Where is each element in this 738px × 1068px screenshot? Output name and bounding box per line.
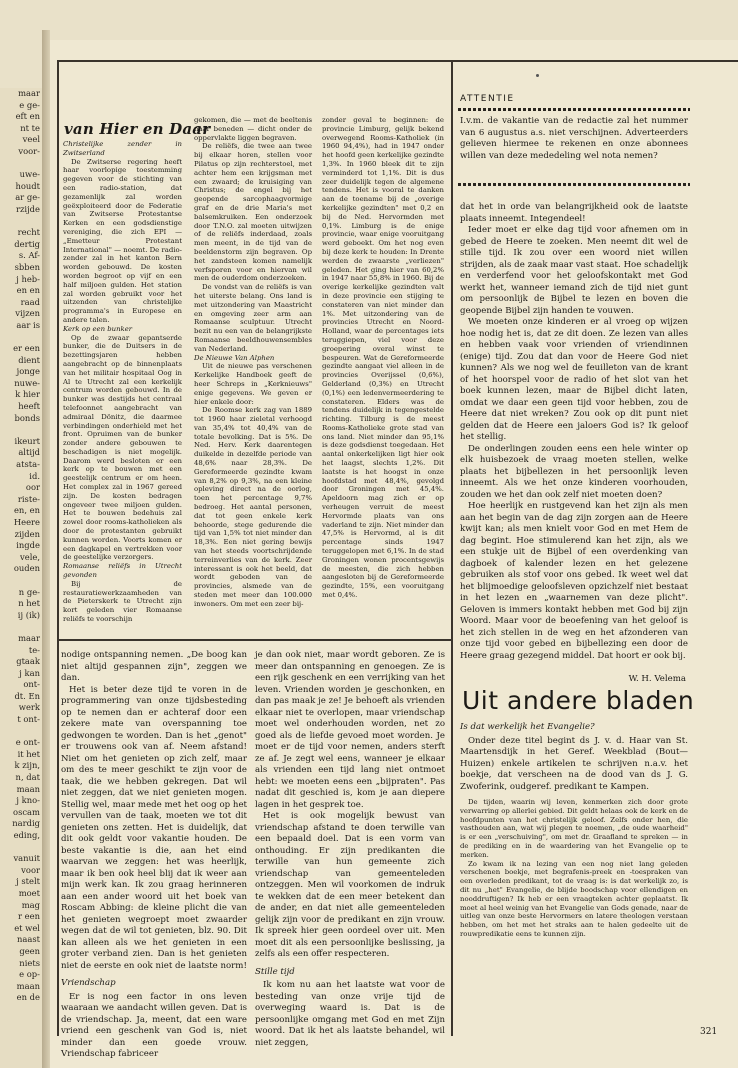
previous-page-line: j heb- <box>16 273 40 284</box>
previous-page-line: it het <box>17 748 40 759</box>
previous-page-line: maan <box>16 783 40 794</box>
attentie-bottom-border <box>458 183 690 186</box>
frame-right-rule <box>451 60 453 1036</box>
frame-top-rule <box>58 60 738 62</box>
van-hier-en-daar-column-2 <box>194 116 312 636</box>
previous-page-line: e ge- <box>19 99 40 110</box>
paragraph: De reliëfs, die twee aan twee bij elkaar horen, stellen voor Pilatus op zijn rechterstoel, met achter hem een krijgsman met een zwaard; de kruisiging van Christus; de engel bij het geopende sarcophaagvormige graf en de drie Maria's met balsemkruiken. Een onderzoek door T.N.O. zal moeten uitwijzen of de reliëfs inderdaad, zoals men meent, in de tijd van de beeldenstorm zijn begraven. Op het zandsteen komen namelijk verfsporen voor en hiervan wil men de ouderdom onderzoeken. <box>194 142 312 283</box>
previous-page-line: vijzen <box>15 308 40 319</box>
author-signature <box>460 674 686 686</box>
previous-page-line: niets <box>19 957 40 968</box>
previous-page-line: ij (ik) <box>17 609 40 620</box>
previous-page-line: id. <box>29 470 40 481</box>
previous-page-line: k zijn, <box>14 760 40 771</box>
previous-page-line: raad <box>20 296 40 307</box>
previous-page-line: maar <box>18 632 40 643</box>
uit-andere-bladen-subtitle: Is dat werkelijk het Evangelie? <box>460 722 595 732</box>
previous-page-line: eft en <box>15 111 40 122</box>
previous-page-line: oscam <box>13 806 40 817</box>
previous-page-line: vele, <box>20 551 40 562</box>
van-hier-en-daar-column-3 <box>322 116 444 636</box>
previous-page-line: dt. En <box>14 690 40 701</box>
previous-page-line: mag <box>21 899 40 910</box>
previous-page-line: j kno- <box>16 795 40 806</box>
previous-page-line: nt te <box>20 122 40 133</box>
previous-page-line: oor <box>25 482 40 493</box>
previous-page-line: naast <box>16 934 40 945</box>
previous-page-line: ouden <box>13 563 40 574</box>
attentie-heading: ATTENTIE <box>460 94 515 104</box>
previous-page-line: n het <box>18 598 40 609</box>
previous-page-line: ont- <box>23 679 40 690</box>
page-number: 321 <box>700 1027 718 1037</box>
paragraph: Op de zwaar gepantserde bunker, die de Duitsers in de bezettingsjaren hebben aangebracht op de binnenplaats van het militair hospitaal Oog in Al te Utrecht zal een kerkelijk centrum worden gebouwd. In de bunker was destijds het centraal telefoonnet aangebracht van admiraal Dönitz, die daarmee verbindingen onderhield met het front. Opruimen van de bunker zonder andere gebouwen te beschadigen is niet mogelijk. Daarom werd besloten er een kerk op te bouwen met een geestelijk centrum er om heen. Het complex zal in 1967 gereed zijn. De kosten bedragen ongeveer twee miljoen gulden. Het te bouwen bedehuis zal zowel door rooms-katholieken als door de protestanten gebruikt kunnen worden. Voorts komen er een dagkapel en vertrekken voor de geestelijke verzorgers. <box>63 333 182 562</box>
previous-page-line: nardig <box>12 818 40 829</box>
uit-andere-bladen-section <box>460 722 688 1022</box>
book-gutter <box>42 30 50 1068</box>
previous-page-line: nuwe- <box>14 377 40 388</box>
previous-page-line <box>0 621 42 633</box>
previous-page-line: te- <box>28 644 40 655</box>
previous-page-line: jonge <box>16 366 40 377</box>
paragraph: nodige ontspanning nemen. „De boog kan niet altijd gespannen zijn", zeggen we dan. <box>61 650 247 683</box>
previous-page-line: bonds <box>14 412 40 423</box>
previous-page-line: vanuit <box>13 853 40 864</box>
previous-page-line: dient <box>18 354 40 365</box>
van-hier-en-daar-column-1 <box>63 140 182 624</box>
section-subheading: Romaanse reliëfs in Utrecht gevonden <box>63 562 182 580</box>
previous-page-line: j kan <box>19 667 40 678</box>
previous-page-line: n, dat <box>15 772 40 783</box>
page-speck <box>536 74 539 77</box>
previous-page-line <box>0 575 42 587</box>
paragraph: dat het in orde van belangrijkheid ook de laatste plaats inneemt. Integendeel! <box>460 202 688 224</box>
attentie-notice <box>460 116 688 178</box>
previous-page-line: geen <box>19 945 40 956</box>
previous-page-line <box>0 331 42 343</box>
previous-page-edge <box>0 88 42 1068</box>
previous-page-line <box>0 424 42 436</box>
paragraph: Het is ook mogelijk bewust van vriendschap afstand te doen terwille van een bepaald doel. Dat is een vorm van onthouding. Er zijn predikanten die terwille van hun gemeente zich vriendschap van gemeenteleden ontzeggen. Men wil voorkomen de indruk te wekken dat de een meer betekent dan de ander, en dat niet alle gemeenteleden gelijk zijn voor de predikant en zijn vrouw. Ik spreek hier geen oordeel over uit. Men moet dit als een persoonlijke beslissing, ja zelfs als een offer respecteren. <box>255 811 445 959</box>
van-hier-en-daar-heading: van Hier en Daar <box>64 120 211 138</box>
previous-page-line: aar is <box>16 319 40 330</box>
quoted-paragraph-2: Zo kwam ik na lezing van een nog niet lang geleden verschenen boekje, met begrafenis-preek en -toespraken van een overleden predikant, tot de vraag is: is dat werkelijk zo, is dit nu „het" Evangelie, de blijde boodschap voor ellendigen en nooddruftigen? Ik heb er een vraagteken achter geplaatst. Ik moet al heel weinig van het Evangelie van Gods genade, naar de uitleg van onze beste Hervormers en latere theologen verstaan hebben, om het met het straks aan te halen gedeelte uit de rouwpredikatie eens te kunnen zijn. <box>460 859 688 938</box>
previous-page-line: veel <box>22 134 40 145</box>
section-subheading: De Nieuwe Van Alphen <box>194 353 275 362</box>
article-column-right <box>460 202 688 672</box>
previous-page-line: atsta- <box>16 459 40 469</box>
paragraph: De Roomse kerk zag van 1889 tot 1960 haar zieletal verhoogd van 35,4% tot 40,4% van de totale bevolking. Dat is 5%. De Ned. Herv. Kerk daarentegen duikelde in dezelfde periode van 48,6% naar 28,3%. De Gereformeerde gezindte kwam van 8,2% op 9,3%, na een kleine opleving direct na de oorlog, toen het percentage 9,7% bedroeg. Het aantal personen, dat tot geen enkele kerk behoorde, stege gedurende die tijd van 1,5% tot niet minder dan 18,3%. Een niet gering bewijs van het steeds voortschrijdende terreinverlies van de kerk. Zeer interessant is ook het beeld, dat wordt geboden van de provincies, alsmede van de steden met meer dan 100.000 inwoners. Om met een zeer bij- <box>194 406 312 608</box>
frame-middle-rule <box>58 639 451 641</box>
attentie-text: I.v.m. de vakantie van de redactie zal het nummer van 6 augustus a.s. niet verschijnen. Adverteerders gelieven hiermee te rekenen en onze abonnees willen van deze mededeling wel nota nemen? <box>460 116 688 161</box>
previous-page-line <box>0 842 42 854</box>
previous-page-line: altijd <box>18 447 40 458</box>
previous-page-line: ikeurt <box>14 435 40 446</box>
previous-page-line: k hier <box>15 389 40 400</box>
previous-page-line: eding, <box>13 830 40 840</box>
previous-page-line <box>0 216 42 228</box>
previous-page-line: moet <box>18 887 40 898</box>
previous-page-line: dertig <box>14 238 40 249</box>
paragraph: Hoe heerlijk en rustgevend kan het zijn als men aan het begin van de dag zijn zorgen aan de Heere kwijt kan; als men knielt voor God en met Hem de dag begint. Hoe stimulerend kan het zijn, als we een stukje uit de Bijbel of een overdenking van dagboek of kalender lezen en het gelezene gebruiken als stof voor ons gebed. Ik weet wel dat het blijmoedige geloofsleven opzichzelf niet bestaat in het lezen en „waarnemen van deze plicht". Geloven is immers kontakt hebben met God bij zijn Woord. Maar voor de beoefening van het geloof is het zich stellen in de weg en het afzonderen van onze tijd voor gebed en bijbellezing een door de Heere graag gezegend middel. Dat hoort er ook bij. <box>460 501 688 661</box>
paragraph: Uit de nieuwe pas verschenen Kerkelijke Handboek geeft de heer Schreps in „Kerknieuws" enige gegevens. We geven er hier enkele door: <box>194 362 312 406</box>
paragraph: We moeten onze kinderen er al vroeg op wijzen hoe nodig het is, dat ze dit doen. Ze lezen van alles en hebben vaak voor vrienden of vriendinnen (enige) tijd. Zou dat dan voor de Heere God niet kunnen? Als we nog wel de feuilleton van de krant of het hoorspel voor de radio of het slot van het boek kunnen lezen, maar de Bijbel dicht laten, omdat we daar een geen tijd voor hebben, zou de Heere dat niet wreken? Zou ook op dit punt niet gelden dat de Heere een jaloers God is? Ik geloof het stellig. <box>460 317 688 442</box>
section-subheading: Stille tijd <box>255 966 295 977</box>
paragraph: De onderlingen zouden eens een hele winter op elk huisbezoek de vraag moeten stellen, welke plaats het bijbellezen in het persoonlijk leven inneemt. Als we het onze kinderen voorhouden, zouden we het dan ook zelf niet moeten doen? <box>460 443 688 500</box>
previous-page-line: uwe- <box>19 169 40 180</box>
paragraph: Ieder moet er elke dag tijd voor afnemen om in gebed de Heere te zoeken. Men neemt dit wel de stille tijd. Ik zou over een woord niet willen strijden, als de zaak maar vast staat. Hoe schadelijk en verderfend voor het geloofskontakt met God werkt het, wanneer iemand zich de tijd niet gunt om persoonlijk de Bijbel te lezen en boven die geopende Bijbel zijn handen te vouwen. <box>460 225 688 316</box>
previous-page-line: s. Af- <box>18 250 40 261</box>
previous-page-line: er een <box>13 343 40 354</box>
paragraph: Bij de restauratiewerkzaamheden van de Pieterskerk te Utrecht zijn kort geleden vier Romaanse reliëfs te voorschijn <box>63 579 182 624</box>
previous-page-line: zijden <box>14 528 40 539</box>
previous-page-line: t ont- <box>17 714 40 725</box>
previous-page-line <box>0 726 42 738</box>
article-column-left <box>61 650 247 1059</box>
frame-left-rule <box>57 60 59 1036</box>
previous-page-line: rzijde <box>15 203 40 214</box>
previous-page-line: werk <box>18 702 40 713</box>
paragraph: je dan ook niet, maar wordt geboren. Ze is meer dan ontspanning en genoegen. Ze is een rijk geschenk en een verrijking van het leven. Vrienden worden je geschonken, en dan pas maak je ze! Je behoeft als vrienden elkaar niet te overlopen, maar vriendschap moet wel onderhouden worden, net zo goed als de liefde gevoed moet worden. Je moet er de tijd voor nemen, anders sterft ze af. Je zegt wel eens, wanneer je elkaar als vrienden een tijd lang niet ontmoet hebt: we moeten eens een „bijpraten". Pas nadat dit geschied is, kom je aan diepere lagen in het gesprek toe. <box>255 650 445 810</box>
section-subheading: Vriendschap <box>61 978 116 988</box>
paragraph: Er is nog een factor in ons leven waaraan we aandacht willen geven. Dat is de vriendschap. Ja, meent, dat een ware vriend een geschenk van God is, niet minder dan een goede vrouw. Vriendschap fabriceer <box>61 991 247 1059</box>
previous-page-line: en de <box>16 992 40 1003</box>
previous-page-line: ingde <box>16 540 40 551</box>
previous-page-line: sbben <box>14 261 40 272</box>
section-subheading: Christelijke zender in Zwitserland <box>63 140 182 157</box>
previous-page-line: e ont- <box>15 737 40 748</box>
attentie-top-border <box>458 108 690 111</box>
previous-page-line: et wel <box>14 922 40 933</box>
previous-page-line <box>0 158 42 170</box>
previous-page-line: en, en <box>13 505 40 516</box>
previous-page-line: j stelt <box>16 876 40 887</box>
previous-page-line: ar ge- <box>15 192 40 203</box>
previous-page-line: en en <box>16 285 40 296</box>
previous-page-line: riste- <box>17 493 40 504</box>
previous-page-line: voor- <box>18 145 40 156</box>
paragraph: gekomen, die — met de beeltenis naar beneden — dicht onder de oppervlakte liggen begraven. <box>194 116 312 142</box>
previous-page-line: Heere <box>13 516 40 527</box>
previous-page-line: houdt <box>15 180 40 191</box>
previous-page-line: r een <box>18 911 40 922</box>
quoted-paragraph-1: De tijden, waarin wij leven, kenmerken zich door grote verwarring op allerlei gebied. Dit geldt helaas ook de kerk en de hoofdpunten van het christelijk geloof. Zelfs onder hen, die vasthouden aan, wat wij plegen te noemen, „de oude waarheid" is er een „verschuiving", om met dr. Graafland te spreken — in de prediking en in de waardering van het Evangelie op te merken. <box>460 798 688 859</box>
paragraph: Het is beter deze tijd te voren in de programmering van onze tijdsbesteding op te nemen dan er achteraf door een zekere mate van overspanning toe gedwongen te worden. Dan is het „genot" er trouwens ook van af. Neem afstand! Niet om het genieten op zich zelf, maar om des te meer geschikt te zijn voor de taak, die we hebben gekregen. Dat wil niet zeggen, dat we niet genieten mogen. Stellig wel, maar mede met het oog op het vervullen van de taak, moeten we tot dit genieten ons zetten. Het is duidelijk, dat dit ook geldt voor vakantie houden. De beste vakantie is die, aan het eind waarvan we zeggen: het was heerlijk, maar ik ben ook heel blij dat ik weer aan mijn werk kan. Ik zou graag herinneren aan een ander woord uit het boek van Roscam Abbing: de kleine plicht die van het genieten wegroept moet zwaarder wegen dat de wil tot genieten, blz. 90. Dit kan alleen als we het genieten in een groter verband zien. Dan is het genieten niet de eerste en ook niet de laatste norm! <box>61 684 247 971</box>
paragraph: zonder geval te beginnen: de provincie Limburg, gelijk bekend overwegend Rooms-Katholiek (in 1960 94,4%), had in 1947 onder het hoofd geen kerkelijke gezindte 1,3%. In 1960 bleek dit te zijn verminderd tot 1,1%. Dit is dus zeer duidelijk tegen de algemene tendens. Het is vooral te danken aan de toename bij de „overige kerkelijke gezindten" met 0,2 en bij de Ned. Hervormden met 0,1%. Limburg is de enige provincie, waar enige vooruitgang werd geboekt. Om het nog even bij deze kerk te houden: In Drente werden de zwaarste „verliezen" geleden. Het ging hier van 60,2% in 1947 naar 55,8% in 1960. Bij de overige kerkelijke gezindten valt in deze provincie een stijging te constateren van niet minder dan 1%. Met uitzondering van de provincies Utrecht en Noord-Holland, waar de percentages iets teruggiepen, viel voor deze groepering overal winst te bespeuren. Wat de Gereformeerde gezindte aangaat viel alleen in de provincies Overijssel (0,6%), Gelderland (0,3%) en Utrecht (0,1%) een ledenvermeerdering te constateren. Elders was de tendens duidelijk in tegengestelde richting. Tilburg is de meest Rooms-Katholieke grote stad van ons land. Niet minder dan 95,1% is deze godsdienst toegedaan. Het aantal onkerkelijken ligt hier ook het laagst, slechts 1,2%. Dit laatste is het hoogst in onze hoofdstad met 48,4%, gevolgd door Groningen met 45,4%. Apeldoorn mag zich er op verheugen verruit de meest Hervormde plaats van ons vaderland te zijn. Niet minder dan 47,5% is Hervormd, al is dit percentage sinds 1947 teruggelopen met 6,1%. In de stad Groningen wonen procentsgewijs de meesten, die zich hebben aangesloten bij de Gereformeerde gezindte, 15%, een vooruitgang met 0,4%. <box>322 116 444 600</box>
paragraph: De Zwitserse regering heeft haar voorlopige toestemming gegeven voor de stichting van een radio-station, dat gezamenlijk zal worden geëxploiteerd door de Federatie van Zwitserse Protestantse Kerken en een godsdienstige vereniging, die zich EPI — „Emetteur Protestant International" — noemt. De radio-zender zal in het kanton Bern worden gebouwd. De kosten worden begroot op vijf en een half miljoen gulden. Het station zal worden gebruikt voor het uitzenden van christelijke programma's in Europese en andere talen. <box>63 157 182 324</box>
previous-page-line: n ge- <box>18 586 40 597</box>
uit-andere-bladen-heading: Uit andere bladen <box>462 686 695 715</box>
paragraph: Ik kom nu aan het laatste wat voor de besteding van onze vrije tijd de overweging waard is. Dat is de persoonlijke omgang met God en met Zijn woord. Dat ik het als laatste behandel, wil niet zeggen, <box>255 980 445 1048</box>
signature-text: W. H. Velema <box>628 674 686 684</box>
section-subheading: Kerk op een bunker <box>63 324 133 333</box>
previous-page-line: maar <box>18 88 40 98</box>
article-column-middle <box>255 650 445 1048</box>
paragraph: De vondst van de reliëfs is van het uiterste belang. Ons land is met uitzondering van Maastricht en omgeving zeer arm aan Romaanse sculptuur. Utrecht bezit nu een van de belangrijkste Romaanse beeldhouwensembles van Nederland. <box>194 283 312 353</box>
previous-page-line: e op- <box>19 969 40 980</box>
previous-page-line: recht <box>17 227 40 238</box>
previous-page-line: voor <box>21 864 40 875</box>
previous-page-line: maan <box>16 980 40 991</box>
uit-andere-bladen-intro: Onder deze titel begint ds J. v. d. Haar van St. Maartensdijk in het Geref. Weekblad (Bout—Huizen) enkele artikelen te schrijven n.a.v. het boekje, dat verscheen na de dood van ds J. G. Zwoferink, oudgeref. predikant te Kampen. <box>460 735 688 792</box>
previous-page-line: heeft <box>18 401 40 412</box>
previous-page-line: gtaak <box>16 656 40 667</box>
